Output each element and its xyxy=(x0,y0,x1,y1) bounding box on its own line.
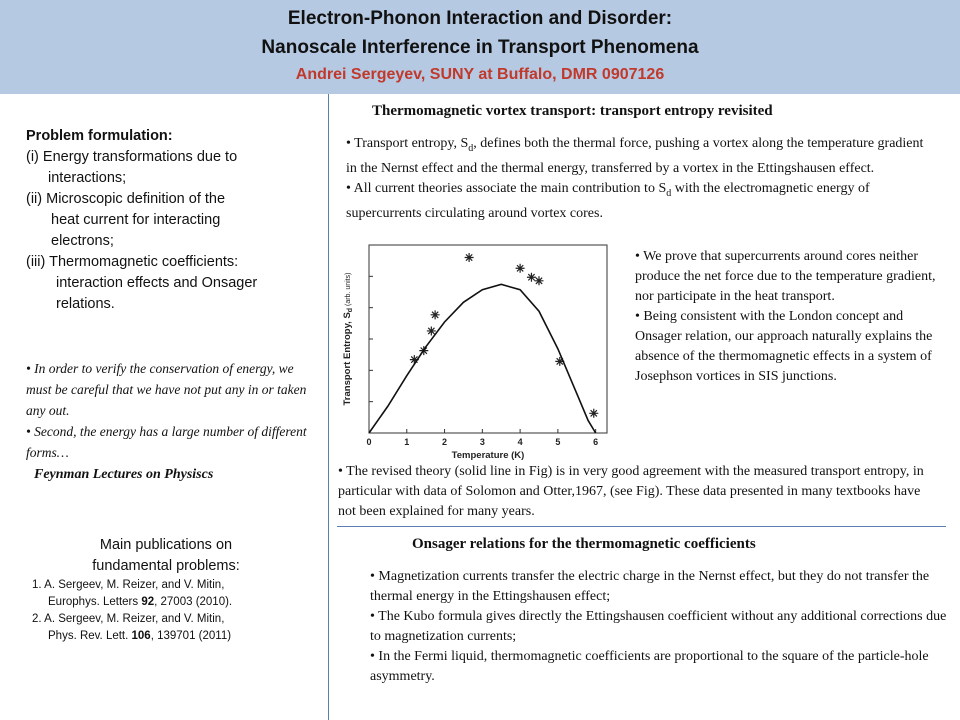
publication-ref xyxy=(16,611,316,645)
x-tick-label: 4 xyxy=(517,437,523,447)
quote-text: Second, the energy has a large number of different forms… xyxy=(26,424,307,460)
quote-item xyxy=(26,358,316,421)
x-axis-label: Temperature (K) xyxy=(451,450,525,461)
theory-curve xyxy=(369,284,596,433)
x-tick-label: 6 xyxy=(593,437,599,447)
plot-frame xyxy=(369,245,607,433)
publications-heading: Main publications on xyxy=(99,537,233,553)
side-bullets xyxy=(635,247,945,387)
quote-item xyxy=(26,421,316,463)
bullet-item: • Magnetization currents transfer the electric charge in the Nernst effect, but they do not transfer the thermal energy in the Ettingshausen effect; xyxy=(370,569,930,604)
ref-journal: Phys. Rev. Lett. 106, 139701 (2011) xyxy=(48,630,232,642)
problem-line: (i) Energy transformations due to xyxy=(26,149,238,165)
transport-entropy-chart xyxy=(335,237,617,461)
page-subtitle: Nanoscale Interference in Transport Phenomena xyxy=(261,37,699,58)
x-tick-label: 3 xyxy=(479,437,485,447)
quote-text: In order to verify the conservation of energy, we must be careful that we have not put any in or taken any out. xyxy=(26,361,307,418)
x-tick-label: 2 xyxy=(442,437,448,447)
problem-line: relations. xyxy=(56,296,115,312)
problem-heading: Problem formulation: xyxy=(26,128,173,144)
feynman-quote xyxy=(26,358,316,463)
ref-journal: Europhys. Letters 92, 27003 (2010). xyxy=(48,596,233,608)
problem-line: heat current for interacting xyxy=(51,212,221,228)
problem-line: (iii) Thermomagnetic coefficients: xyxy=(26,254,239,270)
section-divider xyxy=(337,526,946,527)
bullet-icon: • xyxy=(26,361,35,376)
data-point-star xyxy=(431,310,440,319)
page-title: Electron-Phonon Interaction and Disorder: xyxy=(287,8,673,29)
data-point-star xyxy=(465,253,474,262)
y-axis-label: Transport Entropy, $S_d$ $^{(arb. units)}$ xyxy=(342,272,354,406)
chart-svg xyxy=(335,237,617,461)
vortex-bullets xyxy=(346,134,936,224)
onsager-bullets xyxy=(370,567,950,687)
problem-line: interaction effects and Onsager xyxy=(56,275,258,291)
title-banner xyxy=(0,0,960,94)
bullet-item: • All current theories associate the main contribution to $S_d$ with the electromagnetic energy of supercurrents circulating around vortex cores. xyxy=(346,180,870,221)
publications-heading: fundamental problems: xyxy=(92,558,240,574)
publication-ref xyxy=(16,577,316,611)
x-tick-label: 1 xyxy=(404,437,410,447)
bullet-item: • In the Fermi liquid, thermomagnetic coefficients are proportional to the square of the particle-hole asymmetry. xyxy=(370,649,929,684)
problem-line: electrons; xyxy=(51,233,114,249)
ref-authors: 2. A. Sergeev, M. Reizer, and V. Mitin, xyxy=(32,613,225,625)
section-title-vortex: Thermomagnetic vortex transport: transport entropy revisited xyxy=(372,103,773,119)
bullet-item: • Transport entropy, $S_d$, defines both the thermal force, pushing a vortex along the temperature gradient in the Nernst effect and the thermal energy, transferred by a vortex in the Ettingshausen effect. xyxy=(346,136,924,176)
problem-formulation xyxy=(26,126,326,315)
x-tick-label: 0 xyxy=(366,437,372,447)
bullet-item: • We prove that supercurrents around cores neither produce the net force due to the temperature gradient, nor participate in the heat transport. xyxy=(635,249,936,304)
bullet-icon: • xyxy=(26,424,35,439)
data-point-star xyxy=(589,409,598,418)
problem-line: interactions; xyxy=(48,170,127,186)
ref-authors: 1. A. Sergeev, M. Reizer, and V. Mitin, xyxy=(32,579,225,591)
data-point-star xyxy=(516,264,525,273)
publications xyxy=(16,535,316,645)
section-title-onsager: Onsager relations for the thermomagnetic coefficients xyxy=(412,536,756,552)
column-divider xyxy=(328,94,329,720)
bullet-item: • Being consistent with the London concept and Onsager relation, our approach naturally explains the absence of the thermomagnetic effects in a system of Josephson vortices in SIS junctions. xyxy=(635,309,933,384)
author-line: Andrei Sergeyev, SUNY at Buffalo, DMR 0907126 xyxy=(295,66,665,83)
problem-line: (ii) Microscopic definition of the xyxy=(26,191,226,207)
quote-source: Feynman Lectures on Physiscs xyxy=(34,467,214,482)
x-tick-label: 5 xyxy=(555,437,561,447)
agreement-bullet: • The revised theory (solid line in Fig) is in very good agreement with the measured transport entropy, in particular with data of Solomon and Otter,1967, (see Fig). These data presented in many textbooks have not been explained for many years. xyxy=(338,464,924,519)
bullet-item: • The Kubo formula gives directly the Ettingshausen coefficient without any additional corrections due to magnetization currents; xyxy=(370,609,947,644)
